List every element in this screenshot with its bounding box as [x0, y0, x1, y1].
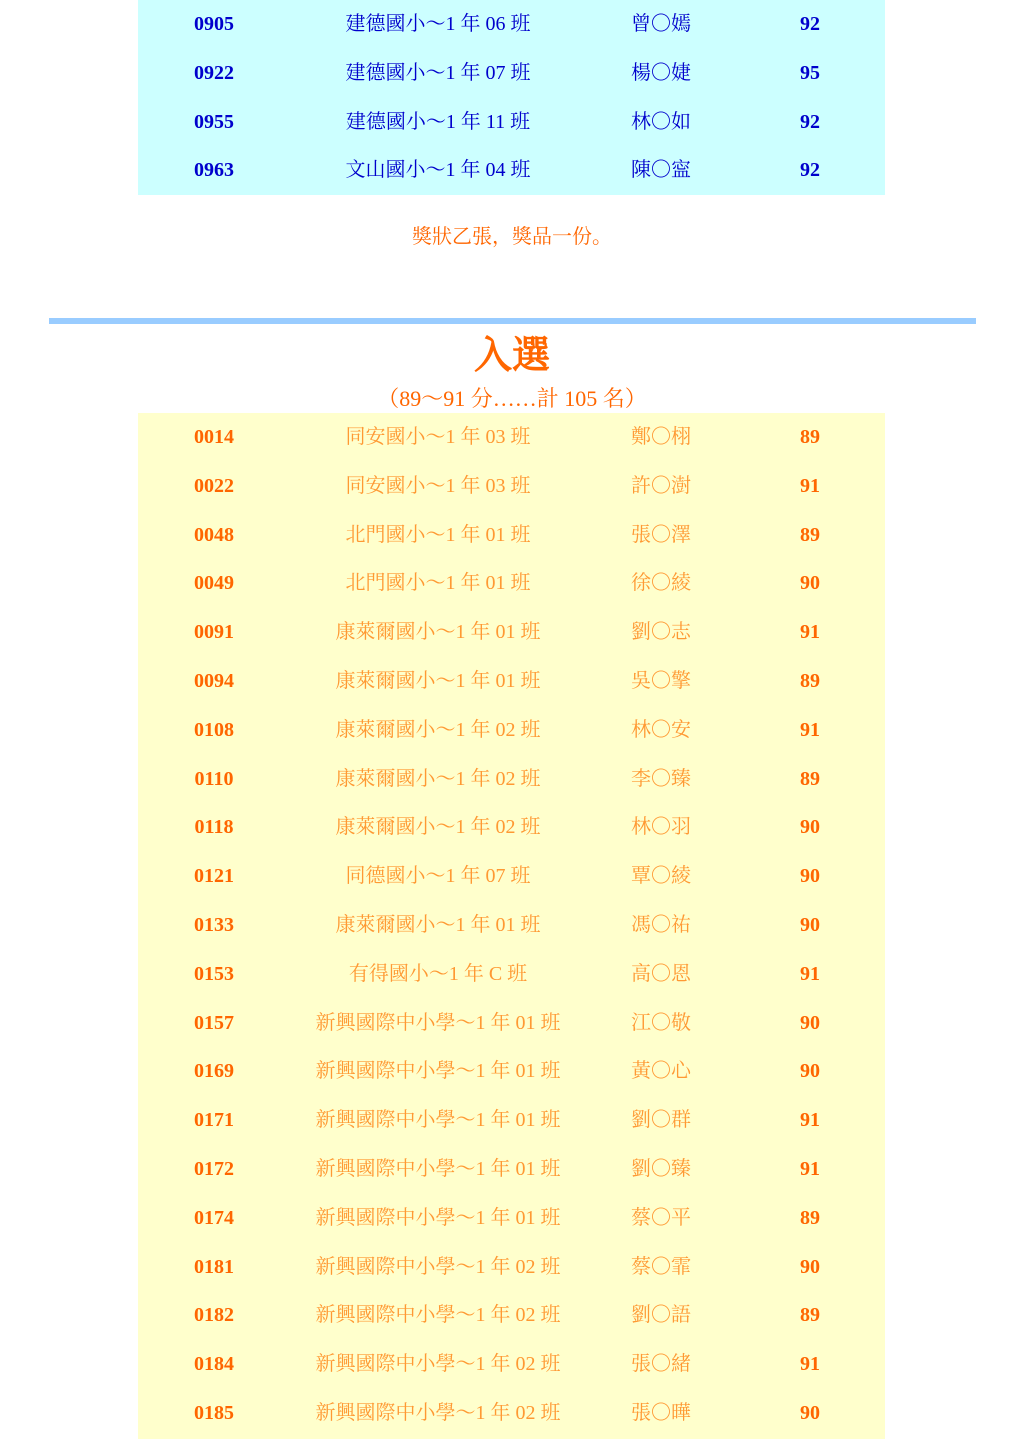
table-row [138, 98, 885, 147]
score: 90 [800, 913, 820, 936]
score: 92 [800, 13, 820, 35]
student-name: 吳〇擎 [631, 669, 691, 692]
table-row [138, 852, 885, 901]
student-name: 林〇羽 [631, 816, 691, 839]
table-row [138, 146, 885, 195]
school-class: 新興國際中小學～1 年 01 班 [315, 1109, 561, 1132]
score: 89 [800, 1206, 820, 1229]
table-row [138, 1291, 885, 1340]
score: 90 [800, 1011, 820, 1034]
top-awardee-table [138, 0, 885, 195]
score: 90 [800, 1255, 820, 1278]
school-class: 文山國小～1 年 04 班 [345, 159, 531, 182]
school-class: 新興國際中小學～1 年 02 班 [315, 1401, 561, 1424]
school-class: 建德國小～1 年 07 班 [345, 61, 531, 84]
school-class: 北門國小～1 年 01 班 [345, 572, 531, 595]
student-name: 林〇安 [631, 718, 691, 741]
entry-number: 0153 [194, 962, 234, 985]
student-name: 林〇如 [631, 110, 691, 133]
school-class: 新興國際中小學～1 年 02 班 [315, 1353, 561, 1376]
student-name: 劉〇語 [631, 1304, 691, 1327]
student-name: 蔡〇霏 [631, 1255, 691, 1278]
school-class: 建德國小～1 年 06 班 [345, 13, 531, 35]
school-class: 康萊爾國小～1 年 01 班 [335, 669, 541, 692]
table-row [138, 511, 885, 560]
table-row [138, 1145, 885, 1194]
school-class: 康萊爾國小～1 年 01 班 [335, 913, 541, 936]
student-name: 黃〇心 [631, 1060, 691, 1083]
school-class: 新興國際中小學～1 年 02 班 [315, 1255, 561, 1278]
table-row [138, 755, 885, 804]
entry-number: 0048 [194, 523, 234, 546]
table-row [138, 1389, 885, 1438]
entry-number: 0185 [194, 1401, 234, 1424]
school-class: 康萊爾國小～1 年 02 班 [335, 718, 541, 741]
student-name: 李〇臻 [631, 767, 691, 790]
score: 91 [800, 1109, 820, 1132]
student-name: 劉〇臻 [631, 1157, 691, 1180]
entry-number: 0905 [194, 13, 234, 35]
entry-number: 0182 [194, 1304, 234, 1327]
student-name: 蔡〇平 [631, 1206, 691, 1229]
student-name: 劉〇志 [631, 621, 691, 644]
score: 89 [800, 767, 820, 790]
school-class: 同安國小～1 年 03 班 [345, 474, 531, 497]
entry-number: 0169 [194, 1060, 234, 1083]
student-name: 劉〇群 [631, 1109, 691, 1132]
entry-number: 0184 [194, 1353, 234, 1376]
table-row [138, 608, 885, 657]
score: 90 [800, 816, 820, 839]
student-name: 徐〇綾 [631, 572, 691, 595]
student-name: 陳〇寍 [631, 159, 691, 182]
score: 90 [800, 572, 820, 595]
score: 91 [800, 1353, 820, 1376]
score: 92 [800, 110, 820, 133]
school-class: 同德國小～1 年 07 班 [345, 865, 531, 888]
score: 90 [800, 1060, 820, 1083]
school-class: 新興國際中小學～1 年 01 班 [315, 1060, 561, 1083]
table-row [138, 462, 885, 511]
prize-note: 獎狀乙張，獎品一份。 [412, 226, 612, 248]
table-row [138, 901, 885, 950]
table-row [138, 1194, 885, 1243]
table-row [138, 1096, 885, 1145]
entry-number: 0108 [194, 718, 234, 741]
section-divider [49, 318, 976, 324]
entry-number: 0014 [194, 426, 234, 448]
table-row [138, 559, 885, 608]
entry-number: 0963 [194, 159, 234, 182]
score: 90 [800, 865, 820, 888]
score: 91 [800, 474, 820, 497]
table-row [138, 0, 885, 49]
score: 90 [800, 1401, 820, 1424]
table-row [138, 999, 885, 1048]
entry-number: 0955 [194, 110, 234, 133]
entry-number: 0091 [194, 621, 234, 644]
school-class: 建德國小～1 年 11 班 [345, 110, 531, 133]
score: 91 [800, 718, 820, 741]
student-name: 高〇恩 [631, 962, 691, 985]
entry-number: 0922 [194, 61, 234, 84]
school-class: 康萊爾國小～1 年 01 班 [335, 621, 541, 644]
selected-awardee-table [138, 413, 885, 1439]
entry-number: 0171 [194, 1109, 234, 1132]
student-name: 鄭〇栩 [631, 426, 691, 448]
score: 92 [800, 159, 820, 182]
student-name: 覃〇綾 [631, 865, 691, 888]
entry-number: 0094 [194, 669, 234, 692]
school-class: 北門國小～1 年 01 班 [345, 523, 531, 546]
score: 91 [800, 621, 820, 644]
section-subtitle: （89～91 分……計 105 名） [377, 386, 647, 411]
table-row [138, 413, 885, 462]
school-class: 同安國小～1 年 03 班 [345, 426, 531, 448]
table-row [138, 803, 885, 852]
entry-number: 0157 [194, 1011, 234, 1034]
score: 91 [800, 1157, 820, 1180]
entry-number: 0110 [194, 767, 234, 790]
school-class: 康萊爾國小～1 年 02 班 [335, 767, 541, 790]
school-class: 有得國小～1 年 C 班 [348, 962, 528, 985]
score: 89 [800, 1304, 820, 1327]
school-class: 新興國際中小學～1 年 02 班 [315, 1304, 561, 1327]
student-name: 馮〇祐 [631, 913, 691, 936]
student-name: 張〇澤 [631, 523, 691, 546]
table-row [138, 1243, 885, 1292]
score: 91 [800, 962, 820, 985]
score: 95 [800, 61, 820, 84]
school-class: 康萊爾國小～1 年 02 班 [335, 816, 541, 839]
table-row [138, 1047, 885, 1096]
table-row [138, 1340, 885, 1389]
score: 89 [800, 669, 820, 692]
section-title: 入選 [473, 335, 550, 377]
entry-number: 0118 [194, 816, 234, 839]
school-class: 新興國際中小學～1 年 01 班 [315, 1011, 561, 1034]
entry-number: 0133 [194, 913, 234, 936]
student-name: 許〇澍 [631, 474, 691, 497]
score: 89 [800, 523, 820, 546]
student-name: 楊〇婕 [631, 61, 691, 84]
student-name: 江〇敬 [631, 1011, 691, 1034]
score: 89 [800, 426, 820, 448]
table-row [138, 657, 885, 706]
student-name: 張〇緒 [631, 1353, 691, 1376]
student-name: 張〇曄 [631, 1401, 691, 1424]
entry-number: 0172 [194, 1157, 234, 1180]
entry-number: 0022 [194, 474, 234, 497]
school-class: 新興國際中小學～1 年 01 班 [315, 1157, 561, 1180]
table-row [138, 49, 885, 98]
entry-number: 0121 [194, 865, 234, 888]
entry-number: 0174 [194, 1206, 234, 1229]
school-class: 新興國際中小學～1 年 01 班 [315, 1206, 561, 1229]
table-row [138, 706, 885, 755]
student-name: 曾〇嫣 [631, 13, 691, 35]
table-row [138, 950, 885, 999]
entry-number: 0181 [194, 1255, 234, 1278]
entry-number: 0049 [194, 572, 234, 595]
